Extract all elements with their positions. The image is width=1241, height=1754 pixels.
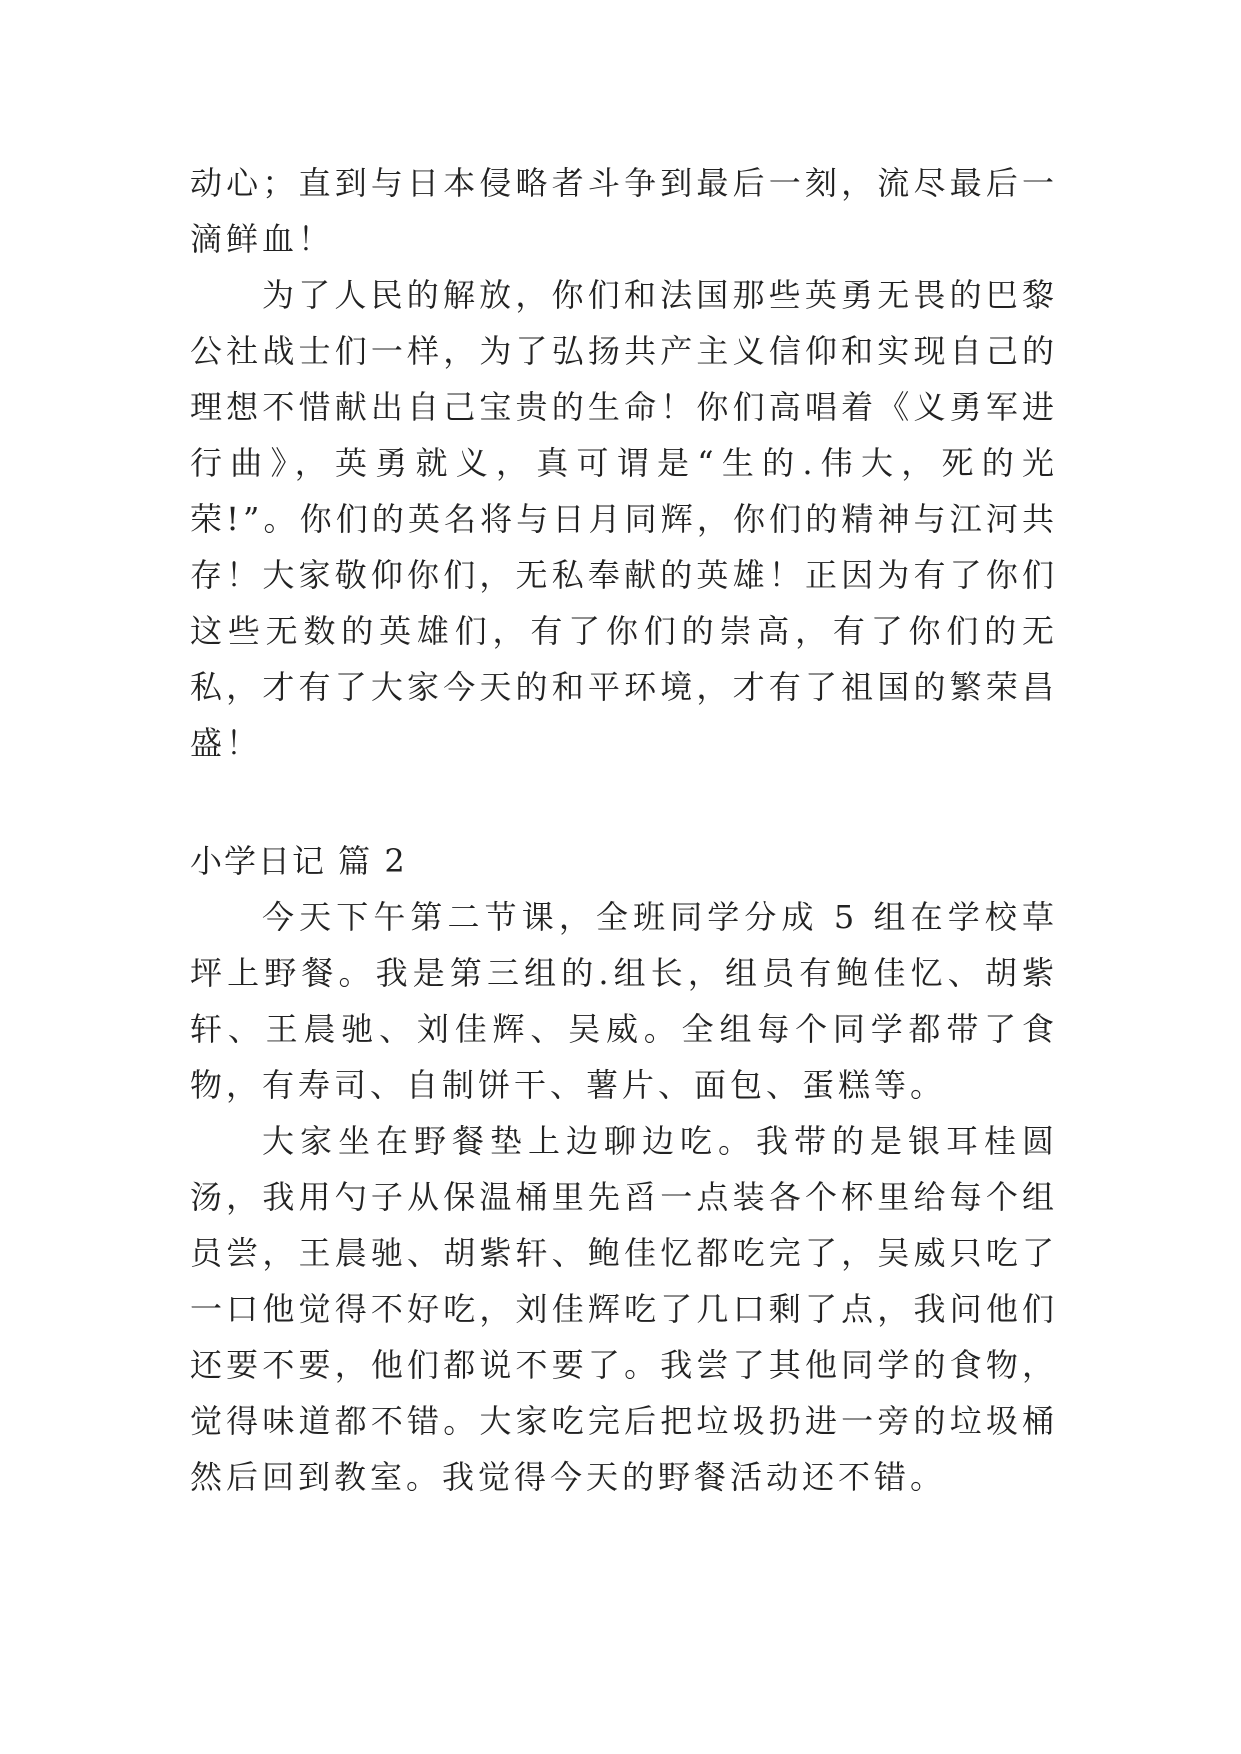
paragraph-heroes: 为了人民的解放，你们和法国那些英勇无畏的巴黎公社战士们一样，为了弘扬共产主义信仰和实现自己的理想不惜献出自己宝贵的生命！你们高唱着《义勇军进行曲》，英勇就义，真可谓是“生的.伟大，死的光荣!”。你们的英名将与日月同辉，你们的精神与江河共存！大家敬仰你们，无私奉献的英雄！正因为有了你们这些无数的英雄们，有了你们的崇高，有了你们的无私，才有了大家今天的和平环境，才有了祖国的繁荣昌盛！ (190, 276, 1058, 762)
paragraph-picnic-detail: 大家坐在野餐垫上边聊边吃。我带的是银耳桂圆汤，我用勺子从保温桶里先舀一点装各个杯里给每个组员尝，王晨驰、胡紫轩、鲍佳忆都吃完了，吴威只吃了一口他觉得不好吃，刘佳辉吃了几口剩了点，我问他们还要不要，他们都说不要了。我尝了其他同学的食物，觉得味道都不错。大家吃完后把垃圾扔进一旁的垃圾桶然后回到教室。我觉得今天的野餐活动还不错。 (190, 1122, 1058, 1496)
document-body (190, 155, 1058, 1505)
paragraph-picnic-intro: 今天下午第二节课，全班同学分成 5 组在学校草坪上野餐。我是第三组的.组长，组员有鲍佳忆、胡紫轩、王晨驰、刘佳辉、吴威。全组每个同学都带了食物，有寿司、自制饼干、薯片、面包、蛋糕等。 (190, 898, 1058, 1104)
section-heading: 小学日记 篇 2 (190, 842, 407, 880)
paragraph-continuation: 动心；直到与日本侵略者斗争到最后一刻，流尽最后一滴鲜血！ (190, 164, 1058, 258)
